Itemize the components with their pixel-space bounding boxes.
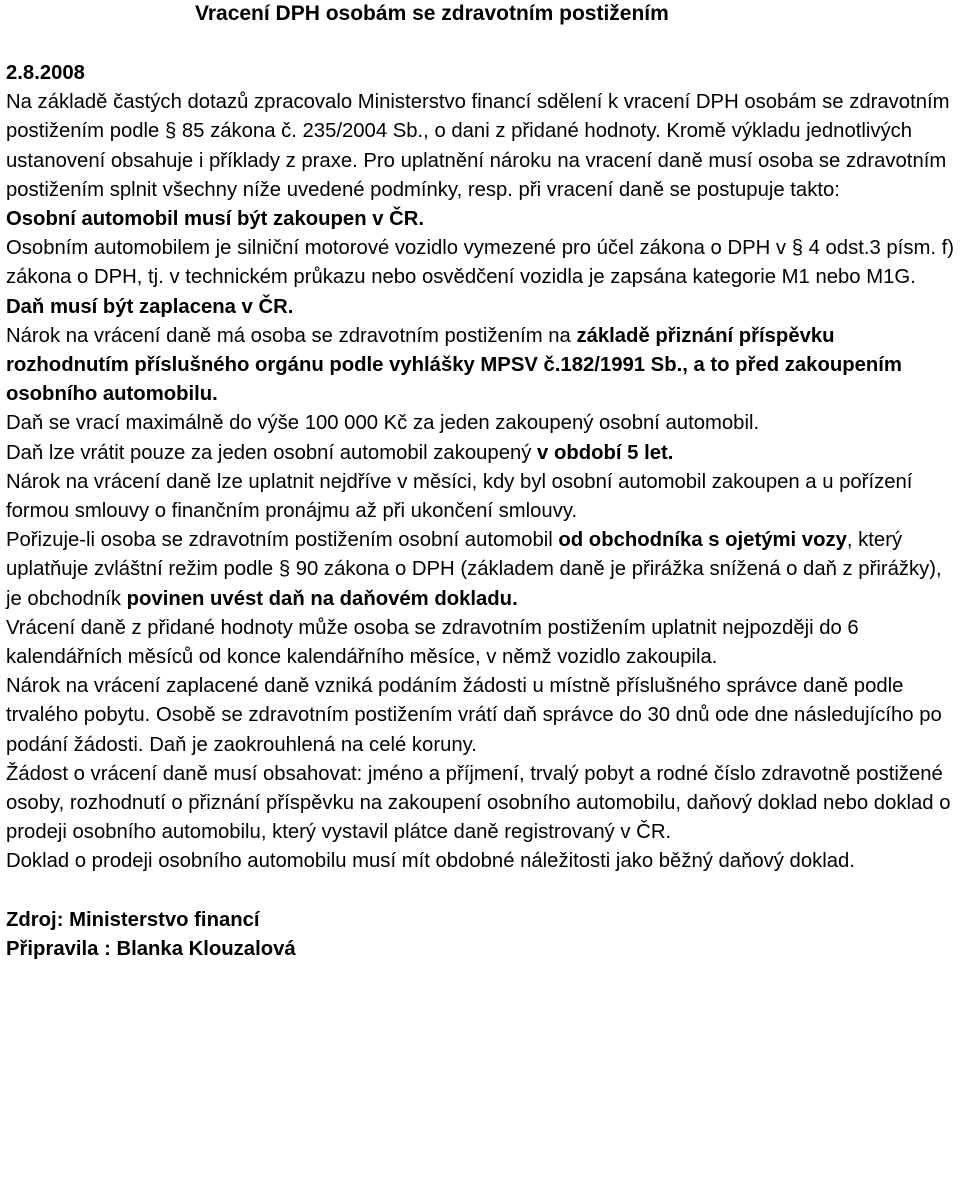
application-paragraph: Nárok na vrácení zaplacené daně vzniká podáním žádosti u místně příslušného správce daně podle trvalého pobytu. Osobě se zdravotním postižením vrátí daň správce do 30 dnů ode dne následujícího po podání žádosti. Daň je zaokrouhlená na celé koruny. [6,675,942,756]
heading-car-purchased-cz: Osobní automobil musí být zakoupen v ČR. [6,208,425,231]
heading-tax-paid-cz: Daň musí být zaplacena v ČR. [6,295,294,318]
used-car-dealer-text-2: , který uplatňuje zvláštní režim podle § 90 zákona o DPH (základem daně je přirážka snížená o daň z přirážky), je obchodník [6,529,942,610]
prepared-by-line: Připravila : Blanka Klouzalová [6,938,296,961]
used-car-dealer-text-1: Pořizuje-li osoba se zdravotním postižením osobní automobil [6,529,559,552]
one-car-paragraph [6,439,958,468]
vehicle-definition-paragraph: Osobním automobilem je silniční motorové vozidlo vymezené pro účel zákona o DPH v § 4 odst.3 písm. f) zákona o DPH, tj. v technickém průkazu nebo osvědčení vozidla je zapsána kategorie M1 nebo M1G. [6,237,955,289]
source-line: Zdroj: Ministerstvo financí [6,908,260,931]
deadline-paragraph: Vrácení daně z přidané hodnoty může osoba se zdravotním postižením uplatnit nejpozději do 6 kalendářních měsíců od konce kalendářního měsíce, v němž vozidlo zakoupila. [6,616,859,669]
claim-text: Nárok na vrácení daně má osoba se zdravotním postižením na [6,324,577,347]
used-car-dealer-paragraph [6,526,958,614]
maximum-amount-paragraph: Daň se vrací maximálně do výše 100 000 Kč za jeden zakoupený osobní automobil. [6,412,760,435]
claim-emphasis: základě přiznání příspěvku rozhodnutím příslušného orgánu podle vyhlášky MPSV č.182/1991 Sb., a to před zakoupením osobního automobilu. [6,324,902,406]
one-car-emphasis: v období 5 let. [537,441,674,464]
document-title: Vracení DPH osobám se zdravotním postižením [195,2,669,25]
claim-timing-paragraph: Nárok na vrácení daně lze uplatnit nejdříve v měsíci, kdy byl osobní automobil zakoupen a u pořízení formou smlouvy o finančním pronájmu až při ukončení smlouvy. [6,470,913,523]
claim-paragraph [6,322,958,410]
document-body [6,59,958,964]
intro-paragraph: Na základě častých dotazů zpracovalo Ministerstvo financí sdělení k vracení DPH osobám se zdravotním postižením podle § 85 zákona č. 235/2004 Sb., o dani z přidané hodnoty. Kromě výkladu jednotlivých ustanovení obsahuje i příklady z praxe. Pro uplatnění nároku na vracení daně musí osoba se zdravotním postižením splnit všechny níže uvedené podmínky, resp. při vracení daně se postupuje takto: [6,91,950,201]
application-contents-paragraph: Žádost o vrácení daně musí obsahovat: jméno a příjmení, trvalý pobyt a rodné číslo zdravotně postižené osoby, rozhodnutí o přiznání příspěvku na zakoupení osobního automobilu, daňový doklad nebo doklad o prodeji osobního automobilu, který vystavil plátce daně registrovaný v ČR. [6,762,951,844]
spacer [6,877,958,906]
one-car-text: Daň lze vrátit pouze za jeden osobní automobil zakoupený [6,441,538,464]
proof-paragraph: Doklad o prodeji osobního automobilu musí mít obdobné náležitosti jako běžný daňový doklad. [6,850,855,873]
used-car-dealer-emphasis-2: povinen uvést daň na daňovém dokladu. [126,587,518,610]
document-date: 2.8.2008 [6,62,85,84]
used-car-dealer-emphasis-1: od obchodníka s ojetými vozy [558,529,847,552]
